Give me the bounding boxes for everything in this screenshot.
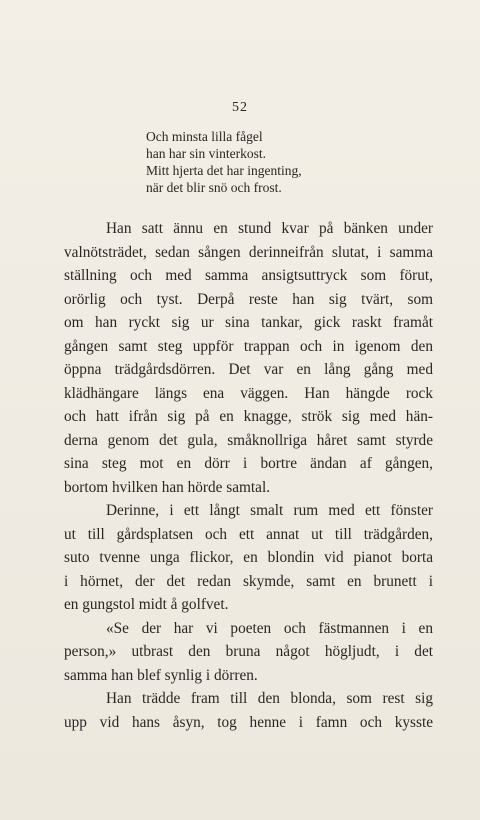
text-line: derna genom det gula, småknollriga håret samt styrde [64,431,433,449]
text-line: «Se der har vi poeten och fästmannen i en [106,619,433,637]
text-line: i hörnet, der det redan skymde, samt en brunett i [64,572,433,590]
poem-line: Och minsta lilla fågel [146,129,263,144]
text-line: och hatt ifrån sig på en knagge, strök sig med hän- [64,408,433,425]
text-line: en gungstol midt å golfvet. [64,596,229,613]
page-number: 52 [232,100,248,115]
text-line: öppna trädgårdsdörren. Det var en lång gång med [64,361,433,378]
text-line: orörlig och tyst. Derpå reste han sig tvärt, som [64,290,433,308]
text-line: bortom hvilken han hörde samtal. [64,478,271,496]
text-line: gången samt steg uppför trappan och in igenom den [64,337,433,355]
poem-line: Mitt hjerta det har ingenting, [146,163,302,178]
text-line: person,» utbrast den bruna något högljudt, i det [64,643,433,660]
text-line: samma han blef synlig i dörren. [64,666,258,684]
text-line: upp vid hans åsyn, tog henne i famn och kysste [64,713,433,731]
text-line: sina steg mot en dörr i bortre ändan af gången, [64,455,433,472]
poem-stanza [146,128,302,196]
text-line: Han trädde fram till den blonda, som rest sig [106,690,433,707]
text-line: om han ryckt sig ur sina tankar, gick raskt framåt [64,314,433,331]
prose-body [64,217,433,734]
text-line: valnötsträdet, sedan sången derinneifrån slutat, i samma [64,243,433,261]
text-line: suto tvenne unga flickor, en blondin vid pianot borta [64,549,433,566]
poem-line: han har sin vinterkost. [146,146,266,161]
text-line: klädhängare längs ena väggen. Han hängde rock [64,384,433,402]
text-line: Han satt ännu en stund kvar på bänken under [106,220,433,237]
text-line: ställning och med samma ansigtsuttryck som förut, [64,267,433,284]
poem-line: när det blir snö och frost. [146,180,282,195]
text-line: ut till gårdsplatsen och ett annat ut till trädgården, [64,525,433,543]
text-line: Derinne, i ett långt smalt rum med ett fönster [106,502,433,519]
